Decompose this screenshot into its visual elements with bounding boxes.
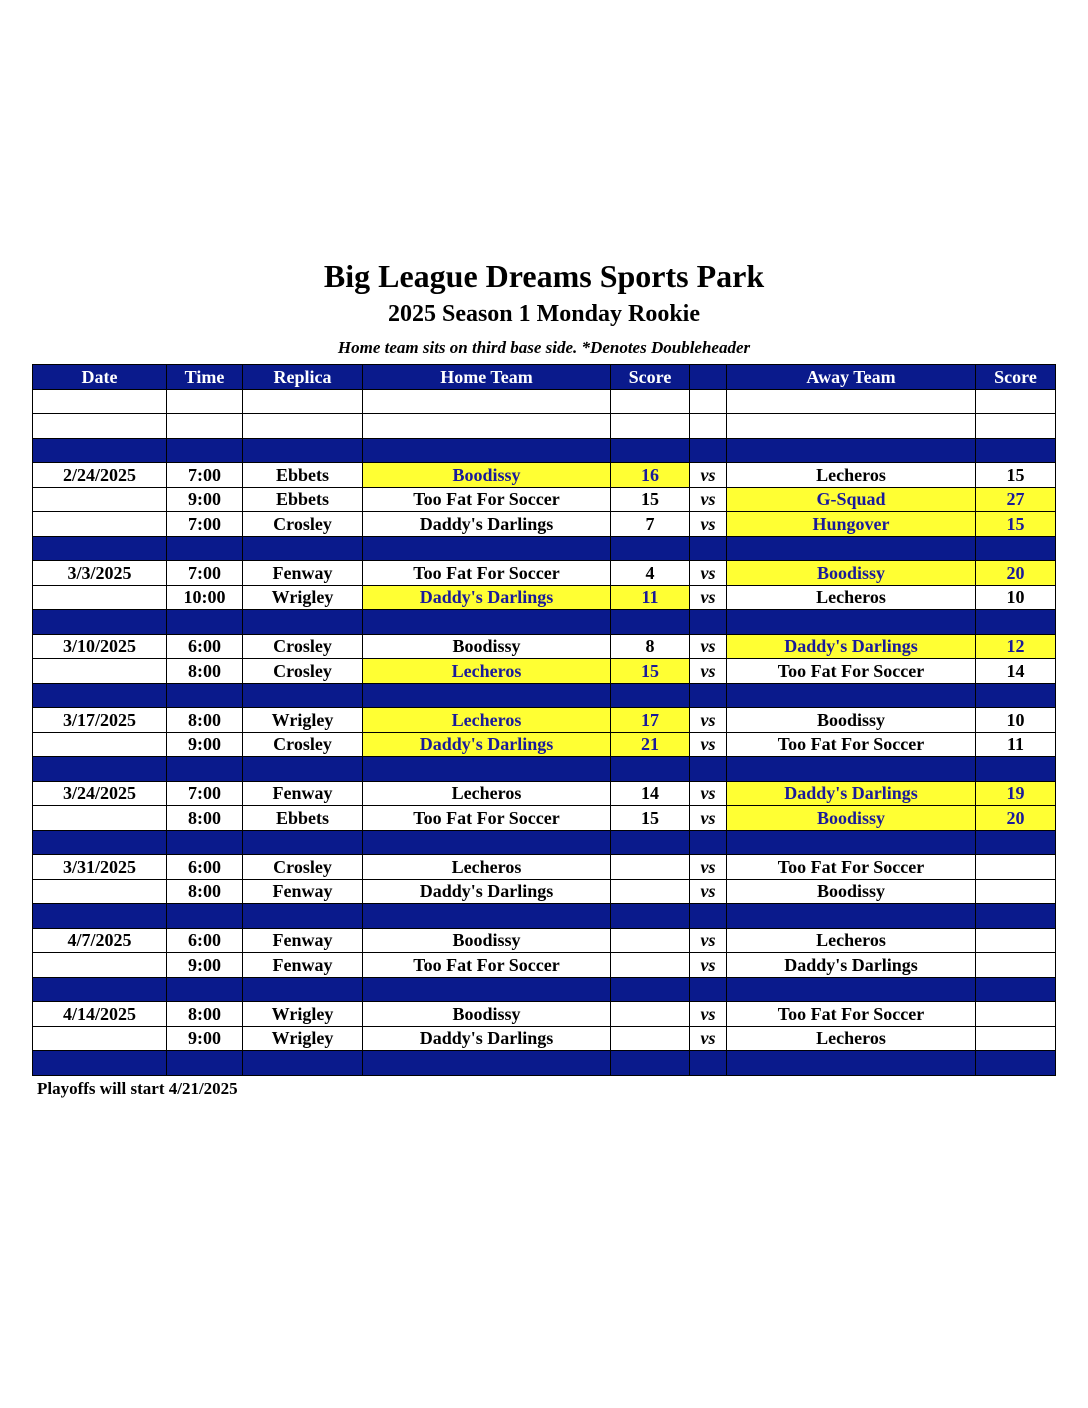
replica-cell bbox=[243, 414, 363, 439]
home-team-cell bbox=[363, 830, 611, 855]
blank-row bbox=[33, 414, 1056, 439]
home-score-cell bbox=[611, 1026, 690, 1051]
away-score-cell: 10 bbox=[976, 585, 1056, 610]
replica-cell bbox=[243, 757, 363, 782]
home-score-cell: 15 bbox=[611, 487, 690, 512]
week-separator-row bbox=[33, 830, 1056, 855]
page-subtitle: 2025 Season 1 Monday Rookie bbox=[387, 301, 701, 327]
home-score-cell bbox=[611, 928, 690, 953]
vs-cell: vs bbox=[690, 463, 727, 488]
time-cell bbox=[167, 610, 243, 635]
week-separator-row bbox=[33, 977, 1056, 1002]
away-team-cell: Boodissy bbox=[727, 806, 976, 831]
home-score-cell bbox=[611, 389, 690, 414]
game-row bbox=[33, 463, 1056, 488]
home-team-cell: Lecheros bbox=[363, 781, 611, 806]
schedule-table bbox=[32, 364, 1056, 1076]
replica-cell: Crosley bbox=[243, 634, 363, 659]
vs-cell: vs bbox=[690, 806, 727, 831]
date-cell bbox=[33, 1026, 167, 1051]
schedule-body bbox=[33, 389, 1056, 1075]
home-team-cell bbox=[363, 389, 611, 414]
time-cell: 10:00 bbox=[167, 585, 243, 610]
away-score-cell: 19 bbox=[976, 781, 1056, 806]
replica-cell: Crosley bbox=[243, 732, 363, 757]
away-team-cell bbox=[727, 438, 976, 463]
column-header-home-team: Home Team bbox=[363, 365, 611, 390]
column-header-home-score: Score bbox=[611, 365, 690, 390]
game-row bbox=[33, 585, 1056, 610]
date-cell: 3/3/2025 bbox=[33, 561, 167, 586]
date-cell bbox=[33, 806, 167, 831]
away-team-cell: Lecheros bbox=[727, 463, 976, 488]
away-score-cell: 15 bbox=[976, 463, 1056, 488]
time-cell: 7:00 bbox=[167, 781, 243, 806]
date-cell bbox=[33, 389, 167, 414]
date-cell: 3/24/2025 bbox=[33, 781, 167, 806]
away-score-cell bbox=[976, 879, 1056, 904]
vs-cell bbox=[690, 757, 727, 782]
table-header-row bbox=[33, 365, 1056, 390]
date-cell bbox=[33, 904, 167, 929]
away-team-cell bbox=[727, 414, 976, 439]
away-score-cell bbox=[976, 610, 1056, 635]
vs-cell: vs bbox=[690, 708, 727, 733]
vs-cell: vs bbox=[690, 487, 727, 512]
vs-cell bbox=[690, 389, 727, 414]
away-score-cell bbox=[976, 953, 1056, 978]
date-cell: 4/14/2025 bbox=[33, 1002, 167, 1027]
time-cell: 9:00 bbox=[167, 1026, 243, 1051]
date-cell bbox=[33, 512, 167, 537]
away-team-cell: Boodissy bbox=[727, 708, 976, 733]
away-score-cell bbox=[976, 928, 1056, 953]
home-team-cell: Daddy's Darlings bbox=[363, 585, 611, 610]
vs-cell bbox=[690, 904, 727, 929]
home-team-cell bbox=[363, 757, 611, 782]
home-team-cell: Lecheros bbox=[363, 855, 611, 880]
away-team-cell bbox=[727, 830, 976, 855]
week-separator-row bbox=[33, 757, 1056, 782]
date-cell: 2/24/2025 bbox=[33, 463, 167, 488]
home-score-cell: 7 bbox=[611, 512, 690, 537]
home-score-cell: 11 bbox=[611, 585, 690, 610]
home-team-cell: Daddy's Darlings bbox=[363, 879, 611, 904]
time-cell: 8:00 bbox=[167, 659, 243, 684]
home-team-cell bbox=[363, 683, 611, 708]
vs-cell: vs bbox=[690, 928, 727, 953]
home-team-cell bbox=[363, 904, 611, 929]
replica-cell bbox=[243, 1051, 363, 1076]
home-score-cell: 17 bbox=[611, 708, 690, 733]
page-title: Big League Dreams Sports Park bbox=[323, 258, 765, 294]
week-separator-row bbox=[33, 536, 1056, 561]
date-cell bbox=[33, 732, 167, 757]
date-cell bbox=[33, 879, 167, 904]
date-cell bbox=[33, 683, 167, 708]
time-cell bbox=[167, 830, 243, 855]
away-team-cell bbox=[727, 904, 976, 929]
replica-cell: Crosley bbox=[243, 659, 363, 684]
home-team-cell bbox=[363, 536, 611, 561]
time-cell bbox=[167, 683, 243, 708]
game-row bbox=[33, 732, 1056, 757]
away-score-cell bbox=[976, 830, 1056, 855]
vs-cell: vs bbox=[690, 879, 727, 904]
away-team-cell bbox=[727, 977, 976, 1002]
home-score-cell: 14 bbox=[611, 781, 690, 806]
time-cell: 8:00 bbox=[167, 1002, 243, 1027]
away-score-cell: 14 bbox=[976, 659, 1056, 684]
away-team-cell: Lecheros bbox=[727, 928, 976, 953]
home-team-cell: Boodissy bbox=[363, 928, 611, 953]
time-cell bbox=[167, 389, 243, 414]
away-team-cell bbox=[727, 1051, 976, 1076]
playoffs-note: Playoffs will start 4/21/2025 bbox=[37, 1079, 238, 1098]
away-score-cell bbox=[976, 1026, 1056, 1051]
week-separator-row bbox=[33, 610, 1056, 635]
replica-cell: Ebbets bbox=[243, 806, 363, 831]
game-row bbox=[33, 928, 1056, 953]
time-cell: 6:00 bbox=[167, 855, 243, 880]
home-score-cell bbox=[611, 953, 690, 978]
column-header-time: Time bbox=[167, 365, 243, 390]
away-team-cell: Hungover bbox=[727, 512, 976, 537]
away-score-cell: 11 bbox=[976, 732, 1056, 757]
away-team-cell: Boodissy bbox=[727, 879, 976, 904]
date-cell bbox=[33, 977, 167, 1002]
home-team-cell: Daddy's Darlings bbox=[363, 512, 611, 537]
home-score-cell: 16 bbox=[611, 463, 690, 488]
game-row bbox=[33, 1002, 1056, 1027]
replica-cell bbox=[243, 389, 363, 414]
vs-cell: vs bbox=[690, 953, 727, 978]
replica-cell bbox=[243, 977, 363, 1002]
column-header-date: Date bbox=[33, 365, 167, 390]
game-row bbox=[33, 561, 1056, 586]
time-cell bbox=[167, 536, 243, 561]
away-score-cell: 20 bbox=[976, 561, 1056, 586]
date-cell bbox=[33, 610, 167, 635]
replica-cell: Fenway bbox=[243, 879, 363, 904]
away-score-cell bbox=[976, 977, 1056, 1002]
vs-cell: vs bbox=[690, 781, 727, 806]
home-score-cell bbox=[611, 414, 690, 439]
vs-cell bbox=[690, 683, 727, 708]
vs-cell bbox=[690, 977, 727, 1002]
away-score-cell bbox=[976, 904, 1056, 929]
time-cell bbox=[167, 438, 243, 463]
time-cell: 8:00 bbox=[167, 879, 243, 904]
date-cell: 3/31/2025 bbox=[33, 855, 167, 880]
blank-row bbox=[33, 389, 1056, 414]
date-cell bbox=[33, 438, 167, 463]
replica-cell: Fenway bbox=[243, 781, 363, 806]
home-team-cell bbox=[363, 414, 611, 439]
home-team-cell bbox=[363, 977, 611, 1002]
home-score-cell: 15 bbox=[611, 659, 690, 684]
time-cell bbox=[167, 414, 243, 439]
home-score-cell: 21 bbox=[611, 732, 690, 757]
away-score-cell bbox=[976, 414, 1056, 439]
game-row bbox=[33, 855, 1056, 880]
home-score-cell: 4 bbox=[611, 561, 690, 586]
vs-cell bbox=[690, 610, 727, 635]
away-score-cell bbox=[976, 438, 1056, 463]
vs-cell: vs bbox=[690, 634, 727, 659]
home-team-cell: Too Fat For Soccer bbox=[363, 487, 611, 512]
away-team-cell: Lecheros bbox=[727, 1026, 976, 1051]
time-cell bbox=[167, 1051, 243, 1076]
home-score-cell bbox=[611, 904, 690, 929]
date-cell bbox=[33, 830, 167, 855]
home-team-cell: Lecheros bbox=[363, 708, 611, 733]
replica-cell: Wrigley bbox=[243, 708, 363, 733]
date-cell bbox=[33, 414, 167, 439]
away-score-cell bbox=[976, 1051, 1056, 1076]
home-score-cell bbox=[611, 610, 690, 635]
time-cell: 6:00 bbox=[167, 928, 243, 953]
vs-cell: vs bbox=[690, 585, 727, 610]
home-score-cell: 8 bbox=[611, 634, 690, 659]
home-score-cell bbox=[611, 1051, 690, 1076]
column-header-away-score: Score bbox=[976, 365, 1056, 390]
home-team-cell bbox=[363, 610, 611, 635]
home-score-cell bbox=[611, 855, 690, 880]
home-score-cell: 15 bbox=[611, 806, 690, 831]
week-separator-row bbox=[33, 438, 1056, 463]
home-team-cell: Boodissy bbox=[363, 1002, 611, 1027]
home-team-cell bbox=[363, 438, 611, 463]
replica-cell: Wrigley bbox=[243, 1002, 363, 1027]
replica-cell bbox=[243, 904, 363, 929]
date-cell bbox=[33, 487, 167, 512]
replica-cell bbox=[243, 610, 363, 635]
game-row bbox=[33, 879, 1056, 904]
home-score-cell bbox=[611, 683, 690, 708]
home-score-cell bbox=[611, 438, 690, 463]
vs-cell: vs bbox=[690, 1002, 727, 1027]
away-score-cell: 12 bbox=[976, 634, 1056, 659]
game-row bbox=[33, 953, 1056, 978]
schedule-note: Home team sits on third base side. *Denotes Doubleheader bbox=[337, 338, 751, 357]
time-cell: 7:00 bbox=[167, 463, 243, 488]
column-header-replica: Replica bbox=[243, 365, 363, 390]
week-separator-row bbox=[33, 1051, 1056, 1076]
vs-cell: vs bbox=[690, 512, 727, 537]
vs-cell: vs bbox=[690, 659, 727, 684]
away-team-cell: Too Fat For Soccer bbox=[727, 855, 976, 880]
home-team-cell: Boodissy bbox=[363, 463, 611, 488]
away-team-cell: Daddy's Darlings bbox=[727, 634, 976, 659]
replica-cell bbox=[243, 830, 363, 855]
away-score-cell bbox=[976, 683, 1056, 708]
replica-cell: Ebbets bbox=[243, 463, 363, 488]
replica-cell: Ebbets bbox=[243, 487, 363, 512]
home-team-cell: Too Fat For Soccer bbox=[363, 561, 611, 586]
home-score-cell bbox=[611, 830, 690, 855]
replica-cell bbox=[243, 438, 363, 463]
time-cell: 6:00 bbox=[167, 634, 243, 659]
replica-cell: Wrigley bbox=[243, 585, 363, 610]
home-score-cell bbox=[611, 1002, 690, 1027]
away-team-cell: Too Fat For Soccer bbox=[727, 659, 976, 684]
away-team-cell: Too Fat For Soccer bbox=[727, 732, 976, 757]
time-cell bbox=[167, 757, 243, 782]
date-cell: 4/7/2025 bbox=[33, 928, 167, 953]
vs-cell bbox=[690, 438, 727, 463]
date-cell bbox=[33, 757, 167, 782]
home-score-cell bbox=[611, 536, 690, 561]
away-score-cell bbox=[976, 389, 1056, 414]
week-separator-row bbox=[33, 904, 1056, 929]
away-score-cell bbox=[976, 1002, 1056, 1027]
away-team-cell: Daddy's Darlings bbox=[727, 953, 976, 978]
column-header-vs bbox=[690, 365, 727, 390]
away-score-cell: 15 bbox=[976, 512, 1056, 537]
time-cell: 9:00 bbox=[167, 487, 243, 512]
replica-cell: Fenway bbox=[243, 561, 363, 586]
game-row bbox=[33, 708, 1056, 733]
date-cell bbox=[33, 585, 167, 610]
time-cell: 8:00 bbox=[167, 806, 243, 831]
date-cell: 3/17/2025 bbox=[33, 708, 167, 733]
home-score-cell bbox=[611, 757, 690, 782]
time-cell: 9:00 bbox=[167, 732, 243, 757]
away-score-cell: 27 bbox=[976, 487, 1056, 512]
home-score-cell bbox=[611, 977, 690, 1002]
vs-cell bbox=[690, 414, 727, 439]
home-team-cell: Daddy's Darlings bbox=[363, 732, 611, 757]
vs-cell bbox=[690, 536, 727, 561]
away-team-cell: Lecheros bbox=[727, 585, 976, 610]
away-team-cell bbox=[727, 683, 976, 708]
time-cell: 7:00 bbox=[167, 512, 243, 537]
replica-cell: Wrigley bbox=[243, 1026, 363, 1051]
replica-cell bbox=[243, 536, 363, 561]
away-score-cell: 20 bbox=[976, 806, 1056, 831]
away-team-cell: Too Fat For Soccer bbox=[727, 1002, 976, 1027]
replica-cell: Crosley bbox=[243, 855, 363, 880]
time-cell: 8:00 bbox=[167, 708, 243, 733]
vs-cell: vs bbox=[690, 855, 727, 880]
game-row bbox=[33, 659, 1056, 684]
vs-cell: vs bbox=[690, 1026, 727, 1051]
away-score-cell bbox=[976, 855, 1056, 880]
away-team-cell bbox=[727, 757, 976, 782]
vs-cell: vs bbox=[690, 732, 727, 757]
date-cell bbox=[33, 953, 167, 978]
vs-cell: vs bbox=[690, 561, 727, 586]
replica-cell bbox=[243, 683, 363, 708]
game-row bbox=[33, 781, 1056, 806]
vs-cell bbox=[690, 830, 727, 855]
time-cell bbox=[167, 977, 243, 1002]
time-cell: 9:00 bbox=[167, 953, 243, 978]
week-separator-row bbox=[33, 683, 1056, 708]
vs-cell bbox=[690, 1051, 727, 1076]
game-row bbox=[33, 634, 1056, 659]
column-header-away-team: Away Team bbox=[727, 365, 976, 390]
away-score-cell: 10 bbox=[976, 708, 1056, 733]
replica-cell: Fenway bbox=[243, 953, 363, 978]
game-row bbox=[33, 806, 1056, 831]
home-team-cell: Lecheros bbox=[363, 659, 611, 684]
away-score-cell bbox=[976, 536, 1056, 561]
home-team-cell: Boodissy bbox=[363, 634, 611, 659]
replica-cell: Fenway bbox=[243, 928, 363, 953]
date-cell: 3/10/2025 bbox=[33, 634, 167, 659]
away-team-cell bbox=[727, 610, 976, 635]
away-team-cell bbox=[727, 389, 976, 414]
home-team-cell: Daddy's Darlings bbox=[363, 1026, 611, 1051]
time-cell bbox=[167, 904, 243, 929]
date-cell bbox=[33, 1051, 167, 1076]
date-cell bbox=[33, 536, 167, 561]
home-score-cell bbox=[611, 879, 690, 904]
away-team-cell bbox=[727, 536, 976, 561]
game-row bbox=[33, 512, 1056, 537]
home-team-cell bbox=[363, 1051, 611, 1076]
away-team-cell: Daddy's Darlings bbox=[727, 781, 976, 806]
away-team-cell: Boodissy bbox=[727, 561, 976, 586]
time-cell: 7:00 bbox=[167, 561, 243, 586]
replica-cell: Crosley bbox=[243, 512, 363, 537]
game-row bbox=[33, 1026, 1056, 1051]
home-team-cell: Too Fat For Soccer bbox=[363, 953, 611, 978]
game-row bbox=[33, 487, 1056, 512]
away-team-cell: G-Squad bbox=[727, 487, 976, 512]
away-score-cell bbox=[976, 757, 1056, 782]
home-team-cell: Too Fat For Soccer bbox=[363, 806, 611, 831]
date-cell bbox=[33, 659, 167, 684]
